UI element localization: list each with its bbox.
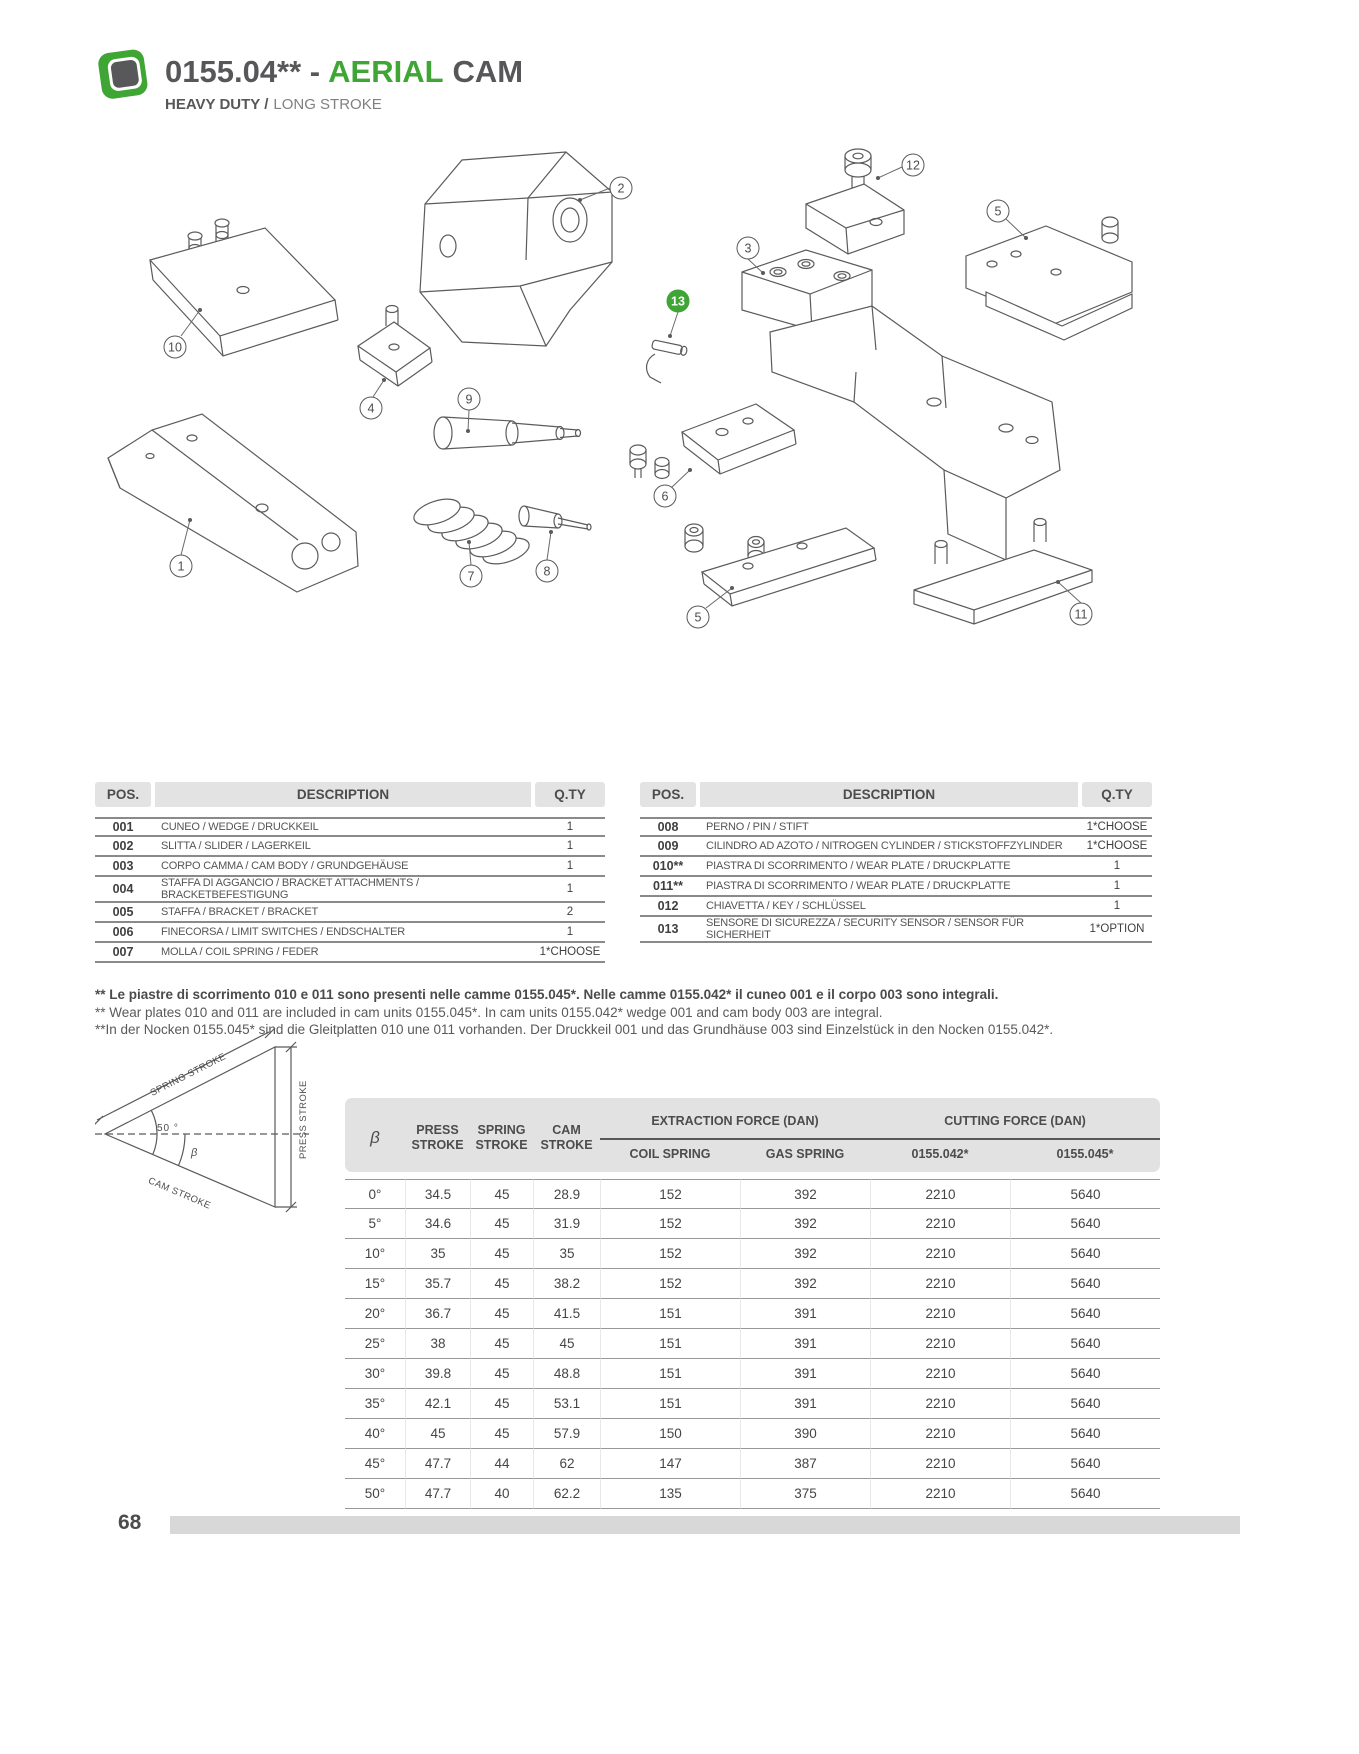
part-description: FINECORSA / LIMIT SWITCHES / ENDSCHALTER [151, 923, 535, 943]
part-pos: 007 [95, 943, 151, 963]
gas-spring-force: 387 [740, 1449, 870, 1479]
coil-spring-force: 150 [600, 1419, 740, 1449]
coil-spring-force: 135 [600, 1479, 740, 1509]
cutting-force-042: 2210 [870, 1359, 1010, 1389]
part-description: CUNEO / WEDGE / DRUCKKEIL [151, 817, 535, 837]
cam-stroke-label: CAM STROKE [146, 1175, 213, 1212]
footnote-italian: ** Le piastre di scorrimento 010 e 011 sono presenti nelle camme 0155.045*. Nelle camme 0155.042* il cuneo 001 e il corpo 003 sono integrali. [95, 987, 999, 1002]
beta-value: 5° [345, 1209, 405, 1239]
product-name: CAM [452, 54, 524, 89]
press-stroke-value: 36.7 [405, 1299, 470, 1329]
beta-value: 45° [345, 1449, 405, 1479]
beta-value: 40° [345, 1419, 405, 1449]
cutting-force-045: 5640 [1010, 1419, 1160, 1449]
press-stroke-value: 34.6 [405, 1209, 470, 1239]
part-wedge [108, 414, 358, 592]
col-header-pos: POS. [640, 782, 696, 807]
beta-symbol: β [191, 1147, 198, 1159]
part-qty: 1 [1082, 897, 1152, 917]
angle-value: 50 ° [157, 1123, 179, 1134]
spring-stroke-label: SPRING STROKE [148, 1051, 228, 1099]
col-header-pos: POS. [95, 782, 151, 807]
parts-table-right [640, 782, 1152, 943]
part-qty: 1 [1082, 877, 1152, 897]
subtitle-light: LONG STROKE [273, 96, 382, 113]
part-qty: 1*OPTION [1082, 917, 1152, 943]
col-header-spring-stroke: SPRING STROKE [470, 1098, 533, 1172]
callout-9: 9 [458, 388, 481, 411]
cutting-force-045: 5640 [1010, 1329, 1160, 1359]
cam-stroke-value: 41.5 [533, 1299, 600, 1329]
parts-row [640, 897, 1152, 917]
beta-value: 10° [345, 1239, 405, 1269]
cam-stroke-value: 31.9 [533, 1209, 600, 1239]
gas-spring-force: 392 [740, 1269, 870, 1299]
cutting-force-042: 2210 [870, 1389, 1010, 1419]
force-row [345, 1239, 1160, 1269]
cutting-force-042: 2210 [870, 1179, 1010, 1209]
gas-spring-force: 375 [740, 1479, 870, 1509]
spring-stroke-value: 45 [470, 1209, 533, 1239]
footnote-english: ** Wear plates 010 and 011 are included in cam units 0155.045*. In cam units 0155.042* wedge 001 and cam body 003 are integral. [95, 1004, 883, 1020]
parts-row [640, 817, 1152, 837]
part-coil-spring [411, 494, 532, 569]
cutting-force-042: 2210 [870, 1209, 1010, 1239]
force-row [345, 1179, 1160, 1209]
force-row [345, 1479, 1160, 1509]
beta-value: 15° [345, 1269, 405, 1299]
cutting-force-042: 2210 [870, 1419, 1010, 1449]
part-bracket-top [966, 217, 1132, 340]
col-header-qty: Q.TY [535, 782, 605, 807]
footer-bar [170, 1516, 1240, 1534]
part-pos: 005 [95, 903, 151, 923]
parts-row [95, 877, 605, 903]
group-header-cutting-force: CUTTING FORCE (DAN) [870, 1098, 1160, 1140]
press-stroke-label: PRESS STROKE [298, 1080, 309, 1159]
parts-row [640, 917, 1152, 943]
part-qty: 1 [535, 857, 605, 877]
spring-stroke-value: 45 [470, 1239, 533, 1269]
cam-stroke-value: 45 [533, 1329, 600, 1359]
parts-row [95, 837, 605, 857]
part-bracket-bottom [685, 524, 876, 606]
parts-row [95, 857, 605, 877]
exploded-drawing [0, 140, 1359, 660]
sub-header-gas-spring: GAS SPRING [740, 1140, 870, 1172]
part-description: CORPO CAMMA / CAM BODY / GRUNDGEHÄUSE [151, 857, 535, 877]
press-stroke-value: 34.5 [405, 1179, 470, 1209]
coil-spring-force: 147 [600, 1449, 740, 1479]
callout-13: 13 [667, 290, 690, 313]
spring-stroke-value: 45 [470, 1389, 533, 1419]
parts-table-left [95, 782, 605, 963]
part-description: STAFFA DI AGGANCIO / BRACKET ATTACHMENTS / BRACKETBEFESTIGUNG [151, 877, 535, 903]
group-header-extraction-force: EXTRACTION FORCE (DAN) [600, 1098, 870, 1140]
part-description: CHIAVETTA / KEY / SCHLÜSSEL [696, 897, 1082, 917]
part-pos: 001 [95, 817, 151, 837]
beta-value: 35° [345, 1389, 405, 1419]
part-description: STAFFA / BRACKET / BRACKET [151, 903, 535, 923]
part-slider [420, 152, 612, 346]
press-stroke-value: 45 [405, 1419, 470, 1449]
cutting-force-042: 2210 [870, 1299, 1010, 1329]
callout-5: 5 [987, 200, 1010, 223]
coil-spring-force: 151 [600, 1389, 740, 1419]
beta-value: 20° [345, 1299, 405, 1329]
callout-3: 3 [737, 237, 760, 260]
cutting-force-045: 5640 [1010, 1449, 1160, 1479]
coil-spring-force: 151 [600, 1299, 740, 1329]
stroke-angle-diagram [95, 1022, 340, 1237]
callout-7: 7 [460, 565, 483, 588]
part-gas-spring [519, 506, 591, 530]
cam-stroke-value: 53.1 [533, 1389, 600, 1419]
part-pos: 008 [640, 817, 696, 837]
cutting-force-042: 2210 [870, 1269, 1010, 1299]
part-qty: 1*CHOOSE [1082, 817, 1152, 837]
subtitle-bold: HEAVY DUTY / [165, 96, 269, 113]
part-pos: 013 [640, 917, 696, 943]
force-row [345, 1209, 1160, 1239]
cutting-force-042: 2210 [870, 1329, 1010, 1359]
cam-stroke-value: 48.8 [533, 1359, 600, 1389]
sub-header-0155042: 0155.042* [870, 1140, 1010, 1172]
callout-2: 2 [610, 177, 633, 200]
cutting-force-045: 5640 [1010, 1389, 1160, 1419]
gas-spring-force: 391 [740, 1299, 870, 1329]
part-description: MOLLA / COIL SPRING / FEDER [151, 943, 535, 963]
coil-spring-force: 152 [600, 1209, 740, 1239]
spring-stroke-value: 45 [470, 1179, 533, 1209]
part-pos: 002 [95, 837, 151, 857]
page-number: 68 [118, 1511, 142, 1534]
part-pos: 009 [640, 837, 696, 857]
part-pos: 006 [95, 923, 151, 943]
beta-value: 30° [345, 1359, 405, 1389]
col-header-description: DESCRIPTION [151, 782, 535, 807]
spring-stroke-value: 45 [470, 1419, 533, 1449]
parts-row [95, 923, 605, 943]
cutting-force-042: 2210 [870, 1449, 1010, 1479]
press-stroke-value: 47.7 [405, 1479, 470, 1509]
cutting-force-042: 2210 [870, 1239, 1010, 1269]
press-stroke-value: 35.7 [405, 1269, 470, 1299]
page-subtitle [165, 96, 523, 113]
press-stroke-value: 47.7 [405, 1449, 470, 1479]
cutting-force-045: 5640 [1010, 1299, 1160, 1329]
cutting-force-045: 5640 [1010, 1479, 1160, 1509]
press-stroke-value: 38 [405, 1329, 470, 1359]
col-header-beta: β [345, 1098, 405, 1172]
part-description: SLITTA / SLIDER / LAGERKEIL [151, 837, 535, 857]
beta-value: 0° [345, 1179, 405, 1209]
callout-8: 8 [536, 560, 559, 583]
press-stroke-value: 35 [405, 1239, 470, 1269]
page-title [165, 54, 523, 90]
spring-stroke-value: 45 [470, 1269, 533, 1299]
cutting-force-042: 2210 [870, 1479, 1010, 1509]
beta-value: 50° [345, 1479, 405, 1509]
part-description: PERNO / PIN / STIFT [696, 817, 1082, 837]
col-header-description: DESCRIPTION [696, 782, 1082, 807]
coil-spring-force: 152 [600, 1269, 740, 1299]
gas-spring-force: 392 [740, 1239, 870, 1269]
sub-header-0155045: 0155.045* [1010, 1140, 1160, 1172]
coil-spring-force: 151 [600, 1359, 740, 1389]
parts-row [95, 943, 605, 963]
part-qty: 1 [535, 877, 605, 903]
part-limit-switch [630, 404, 796, 479]
cutting-force-045: 5640 [1010, 1269, 1160, 1299]
part-qty: 2 [535, 903, 605, 923]
page-header [95, 46, 523, 113]
cam-stroke-value: 38.2 [533, 1269, 600, 1299]
coil-spring-force: 151 [600, 1329, 740, 1359]
part-security-sensor [647, 340, 688, 383]
parts-row [640, 877, 1152, 897]
cam-stroke-value: 62.2 [533, 1479, 600, 1509]
product-name-accent: AERIAL [328, 54, 444, 89]
press-stroke-value: 39.8 [405, 1359, 470, 1389]
force-row [345, 1329, 1160, 1359]
gas-spring-force: 392 [740, 1209, 870, 1239]
part-cylinder [434, 417, 581, 449]
parts-row [95, 817, 605, 837]
parts-row [640, 857, 1152, 877]
spring-stroke-value: 45 [470, 1359, 533, 1389]
part-qty: 1 [535, 817, 605, 837]
callout-1: 1 [170, 555, 193, 578]
force-row [345, 1269, 1160, 1299]
beta-value: 25° [345, 1329, 405, 1359]
cutting-force-045: 5640 [1010, 1239, 1160, 1269]
col-header-press-stroke: PRESS STROKE [405, 1098, 470, 1172]
coil-spring-force: 152 [600, 1179, 740, 1209]
part-pos: 012 [640, 897, 696, 917]
force-row [345, 1389, 1160, 1419]
gas-spring-force: 391 [740, 1359, 870, 1389]
part-qty: 1*CHOOSE [1082, 837, 1152, 857]
parts-row [95, 903, 605, 923]
force-row [345, 1299, 1160, 1329]
callout-11: 11 [1070, 603, 1093, 626]
sub-header-coil-spring: COIL SPRING [600, 1140, 740, 1172]
coil-spring-force: 152 [600, 1239, 740, 1269]
part-bracket-attachment [358, 306, 432, 387]
exploded-diagram [0, 140, 1359, 660]
parts-row [640, 837, 1152, 857]
part-description: PIASTRA DI SCORRIMENTO / WEAR PLATE / DRUCKPLATTE [696, 857, 1082, 877]
part-description: CILINDRO AD AZOTO / NITROGEN CYLINDER / STICKSTOFFZYLINDER [696, 837, 1082, 857]
force-row [345, 1419, 1160, 1449]
callout-10: 10 [164, 336, 187, 359]
spring-stroke-value: 40 [470, 1479, 533, 1509]
part-qty: 1*CHOOSE [535, 943, 605, 963]
force-table [345, 1098, 1160, 1509]
gas-spring-force: 392 [740, 1179, 870, 1209]
callout-6: 6 [654, 485, 677, 508]
force-row [345, 1449, 1160, 1479]
footnote-german: **In der Nocken 0155.045* sind die Gleitplatten 010 une 011 vorhanden. Der Druckkeil 001 und das Grundhäuse 003 sind Einzelstück in den Nocken 0155.042*. [95, 1022, 1054, 1037]
product-code: 0155.04** - [165, 54, 321, 89]
press-stroke-value: 42.1 [405, 1389, 470, 1419]
gas-spring-force: 391 [740, 1329, 870, 1359]
callout-12: 12 [902, 154, 925, 177]
cutting-force-045: 5640 [1010, 1359, 1160, 1389]
spring-stroke-value: 44 [470, 1449, 533, 1479]
callout-4: 4 [360, 397, 383, 420]
part-key [806, 149, 904, 254]
part-pos: 011** [640, 877, 696, 897]
part-qty: 1 [535, 837, 605, 857]
spring-stroke-value: 45 [470, 1299, 533, 1329]
cutting-force-045: 5640 [1010, 1179, 1160, 1209]
part-pos: 004 [95, 877, 151, 903]
part-pos: 003 [95, 857, 151, 877]
cutting-force-045: 5640 [1010, 1209, 1160, 1239]
force-row [345, 1359, 1160, 1389]
spring-stroke-value: 45 [470, 1329, 533, 1359]
cam-stroke-value: 35 [533, 1239, 600, 1269]
part-pos: 010** [640, 857, 696, 877]
cam-stroke-value: 62 [533, 1449, 600, 1479]
part-description: SENSORE DI SICUREZZA / SECURITY SENSOR / SENSOR FÜR SICHERHEIT [696, 917, 1082, 943]
gas-spring-force: 390 [740, 1419, 870, 1449]
part-description: PIASTRA DI SCORRIMENTO / WEAR PLATE / DRUCKPLATTE [696, 877, 1082, 897]
cam-stroke-value: 57.9 [533, 1419, 600, 1449]
gas-spring-force: 391 [740, 1389, 870, 1419]
part-qty: 1 [535, 923, 605, 943]
part-qty: 1 [1082, 857, 1152, 877]
cam-stroke-value: 28.9 [533, 1179, 600, 1209]
col-header-cam-stroke: CAM STROKE [533, 1098, 600, 1172]
callout-5: 5 [687, 606, 710, 629]
col-header-qty: Q.TY [1082, 782, 1152, 807]
brand-logo-icon [95, 46, 153, 104]
